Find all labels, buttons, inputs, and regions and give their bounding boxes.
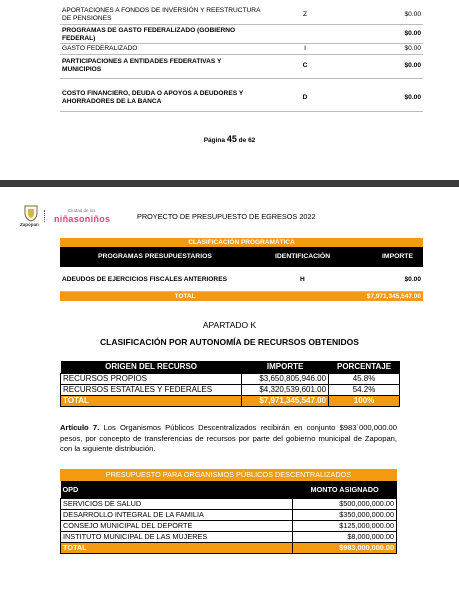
recursos-table [60,361,400,407]
page-current: 45 [226,134,237,144]
opd-amount: $500,000,000.00 [293,498,397,509]
table-row [61,498,397,509]
apartado-subtitle: CLASIFICACIÓN POR AUTONOMÍA DE RECURSOS OBTENIDOS [100,337,359,347]
importe-cell: $4,320,539,601.00 [242,384,329,395]
row-label: COSTO FINANCIERO, DEUDA O APOYOS A DEUDORES Y AHORRADORES DE LA BANCA [62,90,244,105]
col-header-origen: ORIGEN DEL RECURSO [61,361,242,373]
row-id: I [304,45,306,52]
row-label: GASTO FEDERALIZADO [62,45,138,52]
total-importe: $7,971,345,547.00 [242,395,329,406]
row-id: H [300,276,305,283]
row-amount: $0.00 [404,94,421,101]
articulo-heading: Artículo 7. [60,423,100,432]
logo-line1: Ciudad de los [68,208,96,213]
total-porcentaje: 100% [329,395,400,406]
col-header-opd: OPD [61,481,293,498]
total-label: TOTAL [174,293,196,300]
origen-cell: RECURSOS ESTATALES Y FEDERALES [61,384,242,395]
clasificacion-header [60,247,423,267]
opd-name: DESARROLLO INTEGRAL DE LA FAMILIA [61,509,293,520]
logo-divider [44,210,47,222]
row-amount: $0.00 [404,30,421,37]
porcentaje-cell: 54.2% [329,384,400,395]
recursos-total-row [61,395,400,406]
table-row [60,25,423,44]
articulo-text: Los Organismos Públicos Descentralizados recibirán en conjunto $983´000,000.00 pesos, por concepto de transferencias de recursos por parte del gobierno municipal de Zapopan, con la siguiente distribución. [60,423,397,454]
opd-name: SERVICIOS DE SALUD [61,498,293,509]
row-label: APORTACIONES A FONDOS DE INVERSIÓN Y REESTRUCTURA DE PENSIONES [62,7,261,22]
clasificacion-total-row [60,292,423,301]
opd-name: INSTITUTO MUNICIPAL DE LAS MUJERES [61,531,293,542]
total-label: TOTAL [61,395,242,406]
logo-line2: niñasoniños [54,214,111,224]
opd-amount: $8,000,000.00 [293,531,397,542]
table-row [60,0,423,25]
col-header-porcentaje: PORCENTAJE [329,361,400,373]
page-separator [0,180,459,187]
table-row [61,520,397,531]
opd-name: CONSEJO MUNICIPAL DEL DEPORTE [61,520,293,531]
table-row [61,373,400,384]
total-amount: $7,971,345,547.00 [366,293,421,300]
page-total: 62 [248,137,256,144]
articulo-paragraph [60,423,397,455]
opd-amount: $350,000,000.00 [293,509,397,520]
table-row [60,79,423,112]
col-header-identificacion: IDENTIFICACIÓN [275,253,331,260]
page-prefix: Página [203,137,226,144]
row-id: Z [302,11,308,18]
col-header-importe: IMPORTE [242,361,329,373]
document-title: PROYECTO DE PRESUPUESTO DE EGRESOS 2022 [137,212,316,221]
opd-header [61,481,397,498]
page-of: de [238,137,247,144]
importe-cell: $3,650,805,946.00 [242,373,329,384]
porcentaje-cell: 45.8% [329,373,400,384]
row-amount: $0.00 [404,62,421,69]
total-label: TOTAL [61,542,293,553]
row-label: ADEUDOS DE EJERCICIOS FISCALES ANTERIORES [62,276,227,283]
logo-city: Zapopan [20,222,39,227]
origen-cell: RECURSOS PROPIOS [61,373,242,384]
clasificacion-title: CLASIFICACIÓN PROGRAMÁTICA [60,238,423,247]
table-row [60,55,423,79]
table-row [61,531,397,542]
col-header-programas: PROGRAMAS PRESUPUESTARIOS [98,253,212,260]
row-amount: $0.00 [404,45,421,52]
opd-total-row [61,542,397,553]
page-number [0,134,459,144]
row-id: C [302,62,308,69]
opd-amount: $125,000,000.00 [293,520,397,531]
row-id: D [302,94,308,101]
total-amount: $983,000,000.00 [293,542,397,553]
row-amount: $0.00 [404,276,421,283]
col-header-monto: MONTO ASIGNADO [293,481,397,498]
coat-of-arms-icon [22,204,40,222]
table-row [60,44,423,55]
table-row [60,267,423,292]
row-label: PROGRAMAS DE GASTO FEDERALIZADO (GOBIERNO FEDERAL) [62,27,236,42]
col-header-importe: IMPORTE [382,253,413,260]
table-row [61,509,397,520]
table-row [61,384,400,395]
apartado-title: APARTADO K [202,320,257,330]
opd-table [60,481,397,554]
row-amount: $0.00 [404,11,421,18]
opd-title: PRESUPUESTO PARA ORGANISMOS PÚBLICOS DESCENTRALIZADOS [60,469,397,481]
previous-page-table [60,0,423,112]
row-label: PARTICIPACIONES A ENTIDADES FEDERATIVAS Y MUNICIPIOS [62,58,222,73]
recursos-header [61,361,400,373]
